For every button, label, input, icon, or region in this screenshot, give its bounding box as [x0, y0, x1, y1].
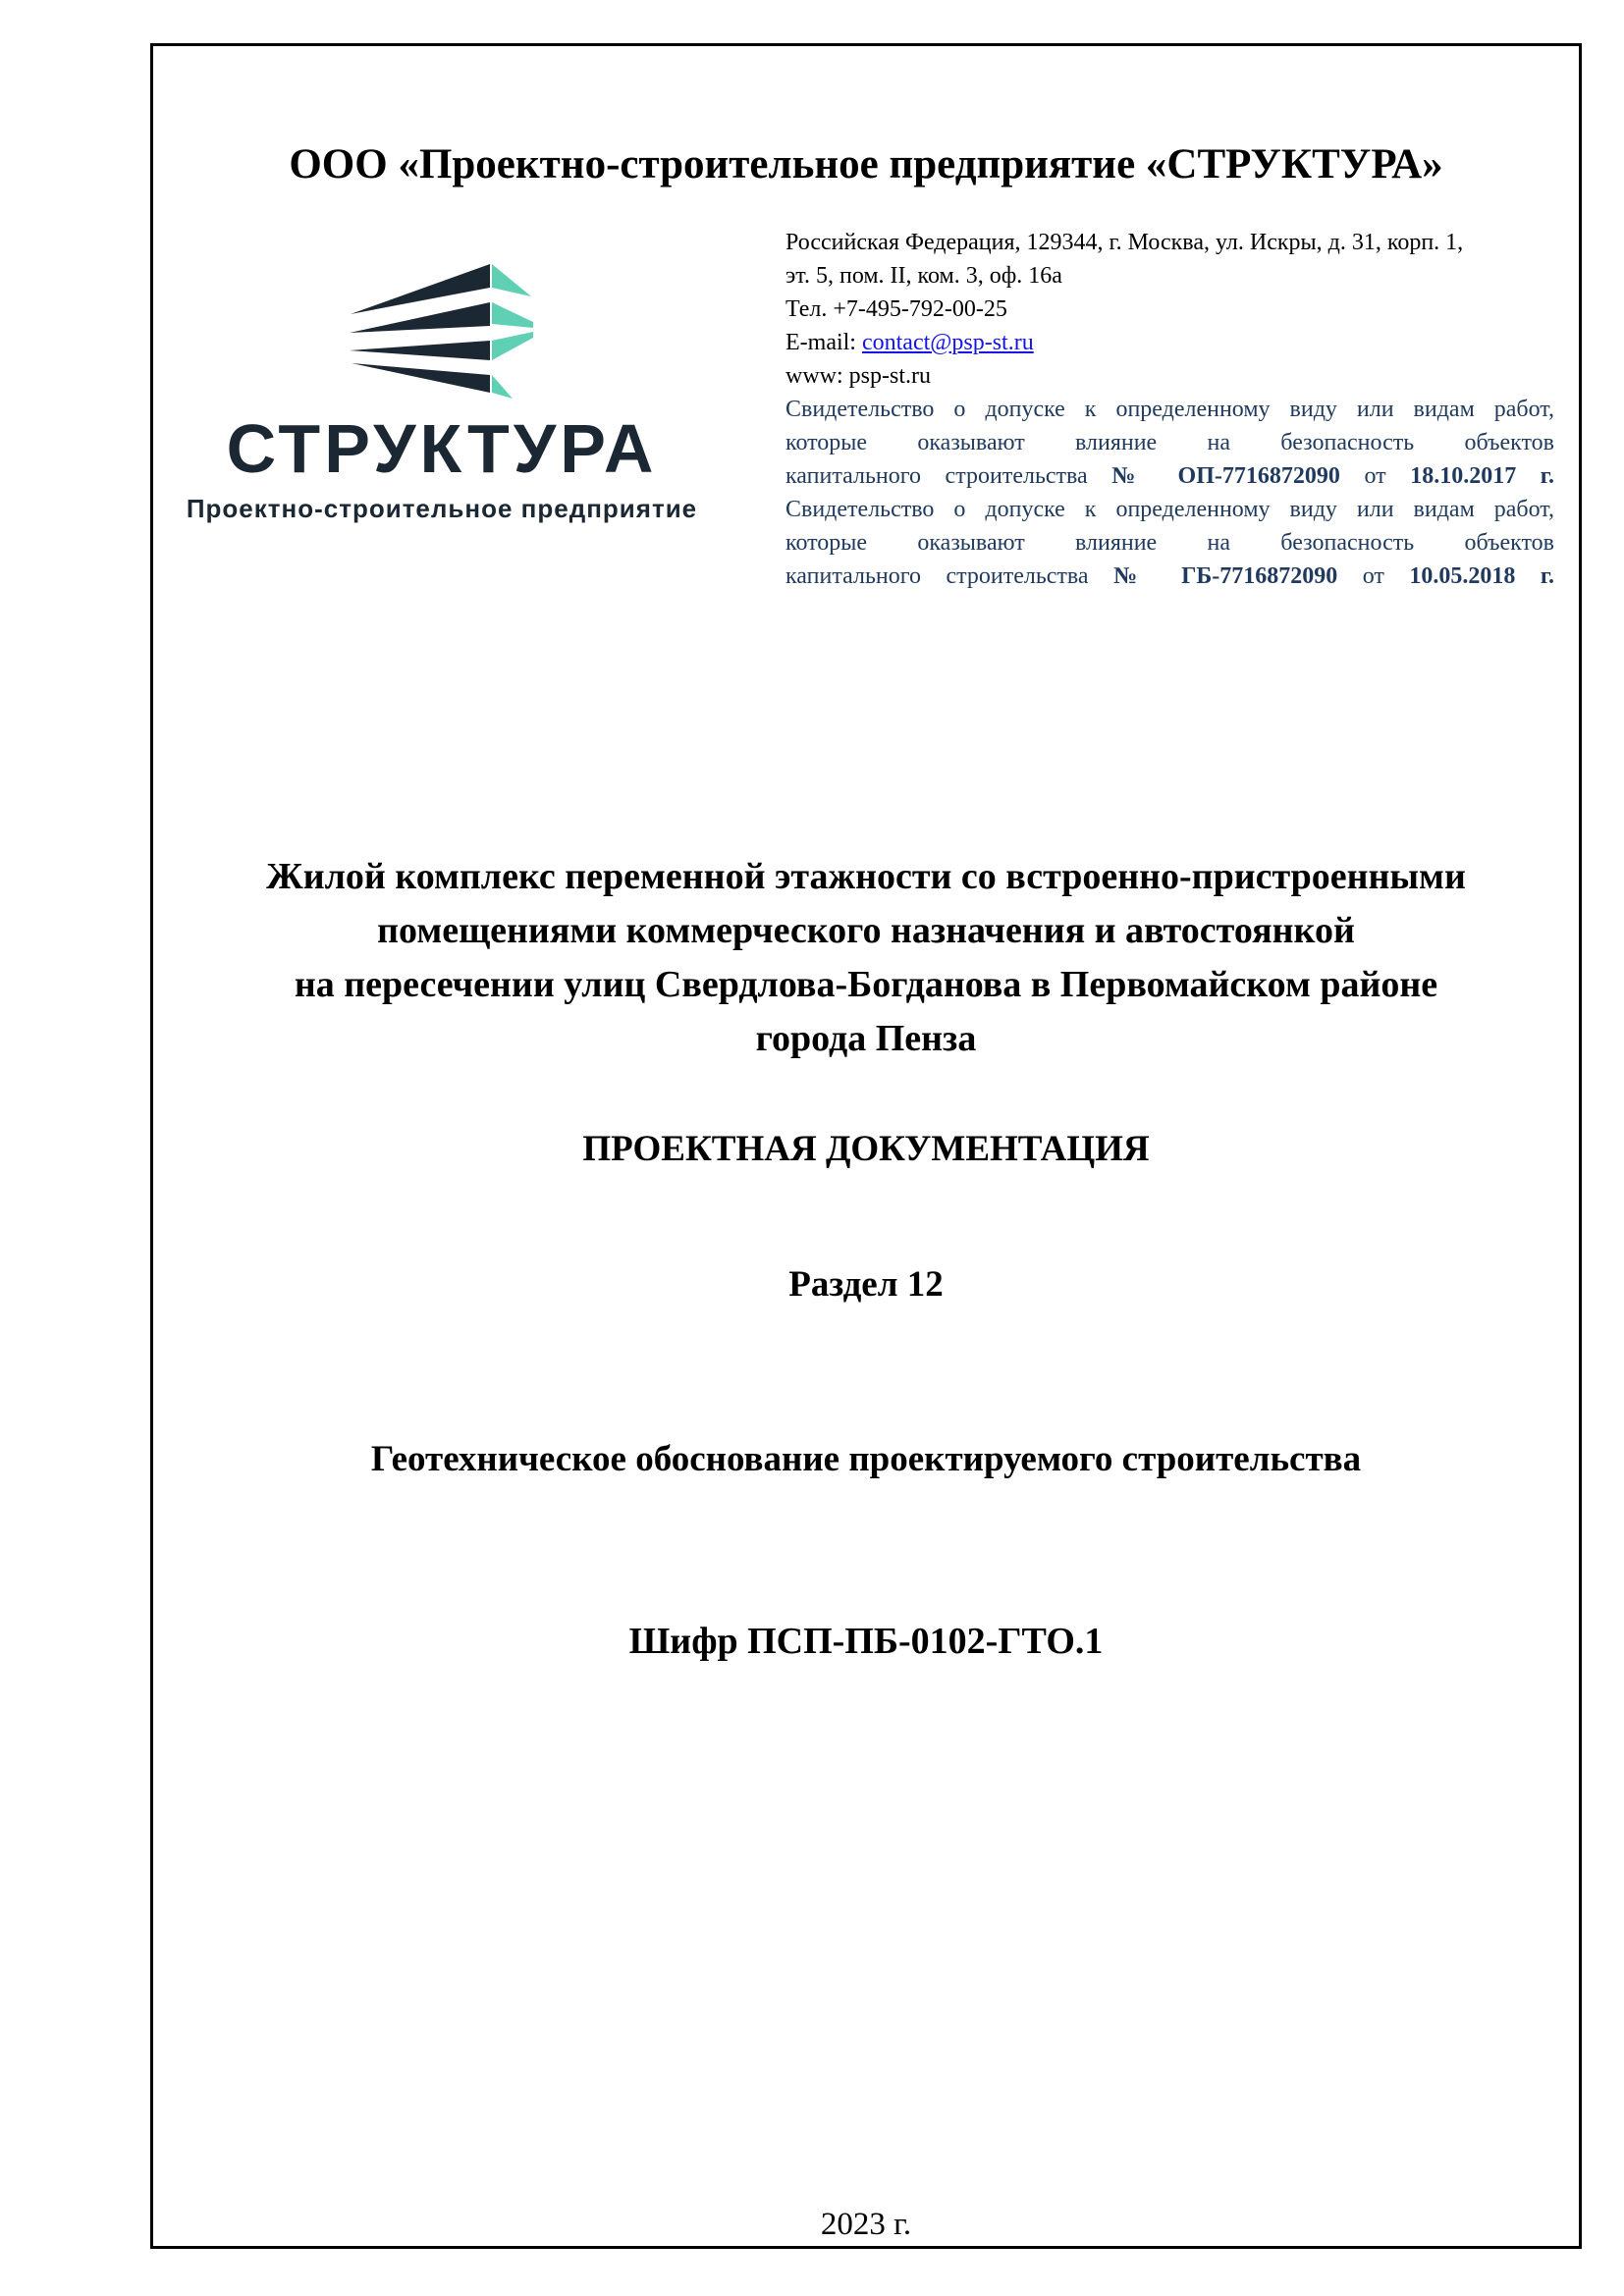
company-contact-block [785, 226, 1554, 593]
document-type-heading: ПРОЕКТНАЯ ДОКУМЕНТАЦИЯ [582, 1129, 1150, 1169]
certificate-2-line3-prefix: капитального строительства [785, 563, 1089, 589]
section-title-heading: Геотехническое обоснование проектируемого строительства [370, 1439, 1362, 1479]
certificate-2-line2: которые оказывают влияние на безопасность объектов [785, 530, 1554, 556]
logo-wordmark: СТРУКТУРА [226, 410, 658, 487]
phone-line: Тел. +7-495-792-00-25 [785, 296, 1007, 322]
certificate-1-number: № ОП-7716872090 [1111, 463, 1340, 489]
certificate-1-line3-prefix: капитального строительства [785, 463, 1088, 489]
project-title-line: Жилой комплекс переменной этажности со встроенно-пристроенными [266, 856, 1466, 897]
year-label: 2023 г. [820, 2207, 912, 2242]
logo-teal-facade [492, 264, 533, 399]
certificate-1-line2: которые оказывают влияние на безопасность объектов [785, 430, 1554, 455]
certificate-2-date: 10.05.2018 г. [1409, 563, 1555, 589]
certificate-1-date: 18.10.2017 г. [1410, 463, 1554, 489]
project-title-line: помещениями коммерческого назначения и автостоянкой [377, 910, 1355, 951]
certificate-1 [785, 393, 1554, 493]
company-header-title: ООО «Проектно-строительное предприятие «СТРУКТУРА» [289, 141, 1443, 187]
building-logo-icon [350, 263, 534, 400]
address-line-1: Российская Федерация, 129344, г. Москва, ул. Искры, д. 31, корп. 1, [785, 230, 1464, 255]
project-title-line: на пересечении улиц Свердлова-Богданова в Первомайском районе [294, 964, 1438, 1005]
website-line: www: psp-st.ru [785, 363, 931, 389]
certificate-2-number: № ГБ-7716872090 [1113, 563, 1338, 589]
document-code-heading: Шифр ПСП-ПБ-0102-ГТО.1 [628, 1621, 1104, 1662]
certificate-1-line1: Свидетельство о допуске к определенному виду или видам работ, [785, 397, 1554, 422]
company-logo [182, 257, 702, 527]
logo-dark-facade [350, 264, 490, 393]
certificate-2-line1: Свидетельство о допуске к определенному виду или видам работ, [785, 497, 1554, 522]
email-line [785, 326, 1554, 359]
project-title-line: города Пенза [755, 1018, 977, 1059]
certificate-2-preposition: от [1362, 563, 1384, 589]
email-label: E-mail: [785, 330, 856, 355]
address-line-2: эт. 5, пом. II, ком. 3, оф. 16а [785, 263, 1062, 289]
email-link[interactable]: contact@psp-st.ru [861, 330, 1034, 355]
section-number-heading: Раздел 12 [788, 1264, 944, 1305]
certificate-2 [785, 493, 1554, 593]
certificate-1-preposition: от [1364, 463, 1386, 489]
logo-tagline: Проектно-строительное предприятие [186, 494, 698, 523]
project-title [150, 850, 1582, 1066]
